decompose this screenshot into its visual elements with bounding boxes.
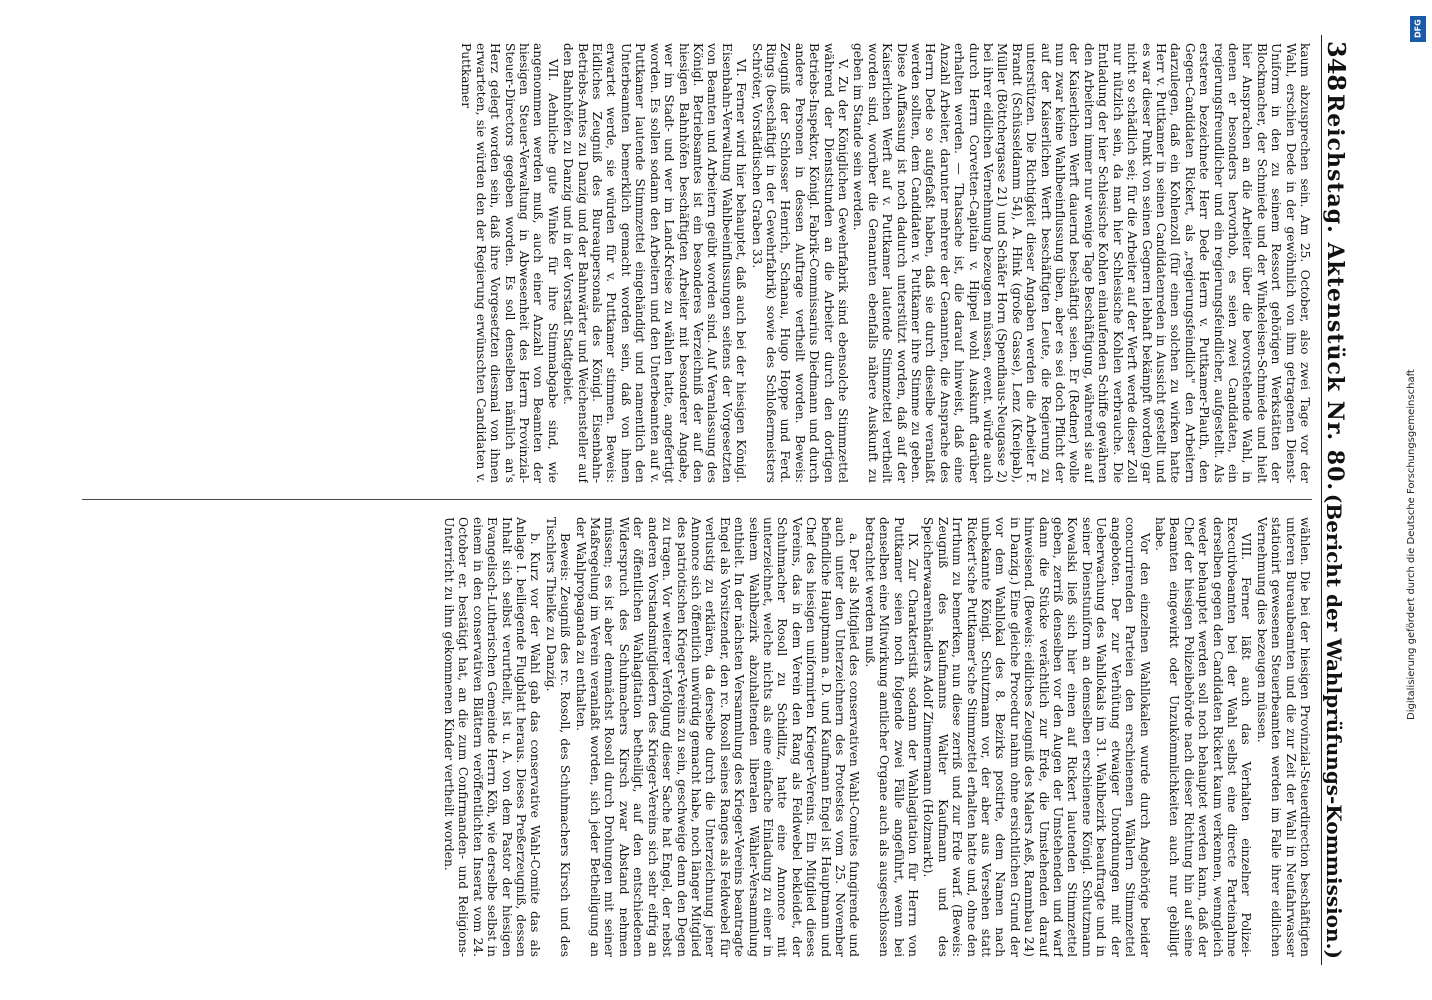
- paragraph: Vor den einzelnen Wahllokalen wurde durch Angehörige beider concurrirenden Parteien den erschienenen Wählern Stimmzettel angeboten. Der zur Verhütung etwaiger Unordnungen mit der Ueberwachung des Wahllokals im 31. Wahlbezirk beauftragte und in seiner Dienstuniform an demselben erschienene Königl. Schutzmann Kowalski ließ sich hier einen auf Rickert lautenden Stimmzettel geben, zerriß denselben vor den Augen der Umstehenden und warf dann die Stücke verächtlich zur Erde, die Umstehenden darauf hinweisend. (Beweis: eidliches Zeugniß des Malers Aeß, Rammbau 24) in Danzig.) Eine gleiche Procedur nahm ohne ersichtlichen Grund der vor dem Wahllokal des 8. Bezirks postirte, dem Namen nach unbekannte Königl. Schutzmann vor, der aber aus Versehen statt Rickert'sche Puttkamer'sche Stimmzettel erhalten hatte und, ohne den Irrthum zu bemerken, nun diese zerriß und zur Erde warf. (Beweis: Zeugniß des Kaufmanns Walter Kaufmann und des Speicherwaarenhändlers Adolf Zimmermann (Holzmarkt).: [921, 517, 1152, 957]
- paragraph: V. Zu der Königlichen Gewehrfabrik sind ebensolche Stimmzettel während der Dienststunden an die Arbeiter durch den dortigen Betriebs-Inspektor, Königl. Fabrik-Commissarius Diedmann und durch andere Personen in dessen Auftrage vertheilt worden. Beweis: Zeugniß der Schlosser Henrich, Schanau, Hugo Hoppe und Ferd. Rings (beschäftigt in der Gewehrfabrik) sowie des Schloßermeisters Schröter, Vorstädtischen Graben 33.: [749, 43, 850, 483]
- left-column: [72, 43, 1312, 483]
- document-page: [66, 35, 1366, 965]
- paragraph: a. Der als Mitglied des conservativen Wahl-Comites fungirende und auch unter den Unterzeichnern des Protestes vom 25. November befindliche Hauptmann a. D. und Kaufmann Engel ist Hauptmann und Chef des hiesigen uniformirten Krieger-Vereins. Ein Mitglied dieses Vereins, das in dem Verein den Rang als Feldwebel bekleidet, der Schuhmacher Rosoll zu Schidlitz, hatte eine Annonce mit unterzeichnet, welche nichts als eine einfache Einladung zu einer in seinem Wahlbezirk abzuhaltenden liberalen Wähler-Versammlung enthielt. In der nächsten Versammlung des Krieger-Vereins beantragte Engel als Vorsitzender, den rc. Rosoll seines Ranges als Feldwebel für verlustig zu erklären, da derselbe durch die Unterzeichnung jener Annonce sich öffentlich unwürdig gemacht habe, noch länger Mitglied des patriotischen Krieger-Vereins zu sein, geschweige denn den Degen zu tragen. Vor weiterer Verfolgung dieser Sache hat Engel, der nebst anderen Vorstandsmitgliedern des Krieger-Vereins sich sehr eifrig an der öffentlichen Wahlagitation betheiligt, auf den entschiedenen Widerspruch des Schuhmachers Kirsch zwar Abstand nehmen müssen; es ist aber demnächst Rosoll durch Drohungen mit seiner Maßregelung im Verein veranlaßt worden, sich jeder Betheiligung an der Wahlpropaganda zu enthalten.: [573, 517, 862, 957]
- paragraph: IX. Zur Charakteristik sodann der Wahlagitation für Herrn von Puttkamer seien noch folgende zwei Fälle angeführt, wenn bei denselben eine Mitwirkung amtlicher Organe auch als ausgeschlossen betrachtet werden muß.: [862, 517, 921, 957]
- digitization-strip: [1402, 0, 1432, 1000]
- page-number: 348: [1322, 41, 1351, 92]
- paragraph: b. Kurz vor der Wahl gab das conservative Wahl-Comite das als Anlage I. beiliegende Flugblatt heraus. Dieses Preßerzeugniß, dessen Inhalt sich selbst verurtheilt, ist u. A. von dem Pastor der hiesigen Evangelisch-Lutherischen Gemeinde Herrn Köh, wie derselbe selbst in einem in den conservativen Blättern veröffentlichten Inserat vom 24. October er. bestätigt hat, an die zum Confirmanden- und Religions-Unterricht zu ihm gekommenen Kinder vertheilt worden.: [442, 517, 543, 957]
- column-divider: [82, 499, 1312, 500]
- page-header: [1321, 35, 1366, 965]
- page-title: Reichstag. Aktenstück Nr. 80.: [1322, 93, 1348, 492]
- paragraph: wählen. Die bei der hiesigen Provinzial-Steuerdirection beschäftigten unteren Bureaubeamten und die zur Zeit der Wahl in Neufahrwasser stationirt gewesenen Steuerbeamten werden im Falle ihrer eidlichen Vernehmung dies bezeugen müssen.: [1254, 517, 1312, 957]
- page-subtitle: (Bericht der Wahlprüfungs-Kommission.): [1322, 493, 1346, 959]
- digitization-note: Digitalisierung gefördert durch die Deutsche Forschungsgemeinschaft: [1406, 369, 1417, 720]
- paragraph: VI. Ferner wird hier behauptet, daß auch bei der hiesigen Königl. Eisenbahn-Verwaltung Wahlbeeinflussungen seitens der Vorgesetzten von Beamten und Arbeitern geübt worden sind. Auf Veranlassung des Königl. Betriebsamtes ist ein besonderes Verzeichniß der auf den hiesigen Bahnhöfen beschäftigten Arbeiter mit besonderer Angabe, wer im Stadt- und wer im Land-Kreise zu wählen hatte, angefertigt worden. Es sollen sodann den Arbeitern und den Unterbeamten auf v. Puttkamer lautende Stimmzettel eingehändigt und namentlich den Unterbeamten bemerklich gemacht worden sein, daß von ihnen erwartet werde, sie würden für v. Puttkamer stimmen. Beweis: Eidliches Zeugniß des Bureaupersonals des Königl. Eisenbahn-Betriebs-Amtes zu Danzig und der Bahnwärter und Weichensteller auf den Bahnhöfen zu Danzig und in der Vorstadt Stadtgebiet.: [561, 43, 749, 483]
- dfg-logo: DFG: [1410, 16, 1426, 42]
- paragraph: Beweis: Zeugniß des rc. Rosoll, des Schuhmachers Kirsch und des Tischlers Thielke zu Danzig.: [543, 517, 573, 957]
- paragraph: kaum abzusprechen sein. Am 25. October, also zwei Tage vor der Wahl, erschien Dede in der gewöhnlich von ihm getragenen Dienst-Uniform in den zu seinem Ressort gehörigen Werkstätten der Blockmacher, der Schmiede und der Winkeleisen-Schmiede und hielt hier Ansprachen an die Arbeiter über die bevorstehende Wahl, in denen er besonders hervorhob, es seien zwei Candidaten, ein regierungsfreundlicher und ein regierungsfeindlicher, aufgestellt. Als ersteren bezeichnete Herr Dede Herrn v. Puttkamer-Plauth, den Gegen-Candidaten Rickert, als „regierungsfeindlich" den Arbeitern darzulegen, daß ein Kohlenzoll (für einen solchen zu wirken hatte Herr v. Puttkamer in seinen Candidatenreden in Aussicht gestellt und es war dieser Punkt von seinen Gegnern lebhaft bekämpft worden) gar nicht so schädlich sei; für die Arbeiter auf der Werft werde dieser Zoll nur nützlich sein, da man hier Schlesische Kohlen verbrauche. Die Entladung der hier Schlesische Kohlen einlaufenden Schiffe gewähren den Arbeitern immer nur wenige Tage Beschäftigung, während sie auf der Kaiserlichen Werft dauernd beschäftigt seien. Er (Redner) wolle nun zwar keine Wahlbeeinflussung üben, aber es sei doch Pflicht der auf der Kaiserlichen Werft beschäftigten Leute, die Regierung zu unterstützen. Die Richtigkeit dieser Angaben werden die Arbeiter F. Brandt (Schüsseldamm 54), A. Hink (große Gasse), Lenz (Kneipab), Müller (Böttchergasse 21) und Schäfer Horn (Spendhaus-Neugasse 2) bei ihrer eidlichen Vernehmung bezeugen müssen, event. würde auch durch Herrn Corvetten-Capitain v. Hippel wohl Auskunft darüber erhalten werden. — Thatsache ist, die darauf hinweist, daß eine Anzahl Arbeiter, darunter mehrere der Genannten, die Ansprache des Herrn Dede so aufgefaßt haben, daß sie durch dieselbe veranlaßt werden sollten, dem Candidaten v. Puttkamer ihre Stimme zu geben. Diese Auffassung ist noch dadurch unterstützt worden, daß auf der Kaiserlichen Werft auf v. Puttkamer lautende Stimmzettel vertheilt worden sind, worüber die Genannten ebenfalls nähere Auskunft zu geben im Stande sein werden.: [851, 43, 1312, 483]
- paragraph: VII. Aehnliche gute Winke für ihre Stimmabgabe sind, wie angenommen werden muß, auch einer Anzahl von Beamten der hiesigen Steuer-Verwaltung in Abwesenheit des Herrn Provinzial-Steuer-Directors gegeben worden. Es soll denselben nämlich an's Herz gelegt worden sein, daß ihre Vorgesetzten diesmal von ihnen erwarteten, sie würden den der Regierung erwünschten Candidaten v. Puttkamer: [459, 43, 560, 483]
- right-column: [72, 517, 1312, 957]
- paragraph: VIII. Ferner läßt auch das Verhalten einzelner Polizei-Executivbeamten bei der Wahl selbst eine directe Parteinahme derselben gegen den Candidaten Rickert kaum verkennen, wenngleich weder behauptet werden soll noch behauptet werden kann, daß der Chef der hiesigen Polizeibehörde nach dieser Richtung hin auf seine Beamten eingewirkt oder Unzukömmlichkeiten auch nur gebilligt habe.: [1152, 517, 1254, 957]
